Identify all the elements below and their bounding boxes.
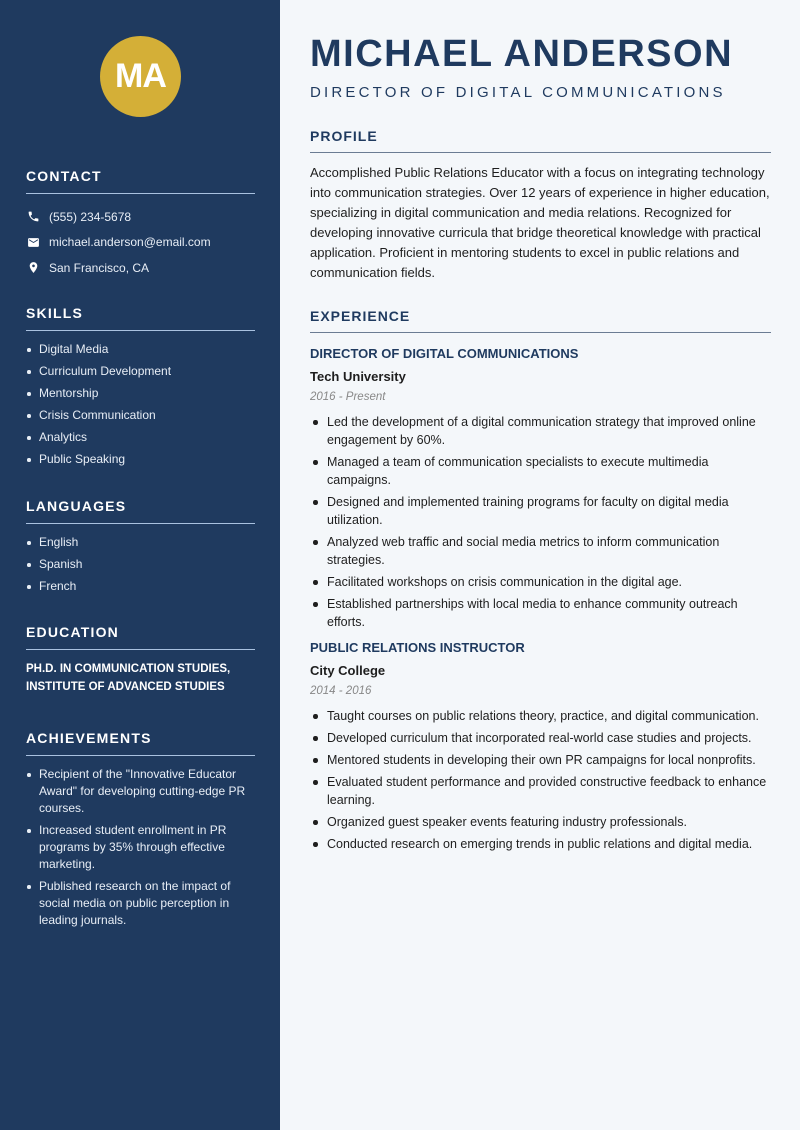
skill-item: Analytics	[26, 429, 255, 446]
experience-section	[310, 308, 771, 857]
achievements-list	[26, 766, 255, 929]
job-entry	[310, 345, 771, 631]
avatar	[100, 36, 181, 117]
contact-email	[26, 230, 255, 256]
job-bullet: Organized guest speaker events featuring industry professionals.	[310, 813, 771, 831]
contact-list	[26, 204, 255, 281]
job-bullet: Mentored students in developing their own PR campaigns for local nonprofits.	[310, 751, 771, 769]
job-bullet: Led the development of a digital communication strategy that improved online engagement by 60%.	[310, 413, 771, 449]
profile-text: Accomplished Public Relations Educator with a focus on integrating technology into communication strategies. Over 12 years of experience in higher education, specializing in digital communication and media relations. Recognized for developing innovative curricula that bridge theoretical knowledge with practical application. Proficient in mentoring students to excel in public relations and communication fields.	[310, 165, 770, 280]
achievements-section	[26, 730, 255, 934]
sidebar	[0, 0, 280, 1130]
job-bullet: Established partnerships with local media to enhance community outreach efforts.	[310, 595, 771, 631]
job-bullets	[310, 413, 771, 631]
job-dates: 2016 - Present	[310, 391, 386, 403]
job-bullet: Analyzed web traffic and social media metrics to inform communication strategies.	[310, 533, 771, 569]
contact-heading: CONTACT	[26, 168, 255, 194]
candidate-name: MICHAEL ANDERSON	[310, 33, 734, 75]
skills-list	[26, 341, 255, 468]
education-heading: EDUCATION	[26, 624, 255, 650]
language-item: French	[26, 578, 255, 595]
contact-section	[26, 168, 255, 281]
contact-phone	[26, 204, 255, 230]
job-bullet: Taught courses on public relations theory, practice, and digital communication.	[310, 707, 771, 725]
languages-section	[26, 498, 255, 600]
skills-heading: SKILLS	[26, 305, 255, 331]
avatar-initials: MA	[115, 57, 166, 95]
skill-item: Crisis Communication	[26, 407, 255, 424]
achievements-heading: ACHIEVEMENTS	[26, 730, 255, 756]
job-bullet: Designed and implemented training programs for faculty on digital media utilization.	[310, 493, 771, 529]
achievement-item: Published research on the impact of social media on public perception in leading journals.	[26, 878, 255, 929]
job-company: Tech University	[310, 369, 406, 384]
language-item: English	[26, 534, 255, 551]
languages-list	[26, 534, 255, 595]
skill-item: Curriculum Development	[26, 363, 255, 380]
contact-phone-text: (555) 234-5678	[49, 209, 132, 224]
job-entry	[310, 639, 771, 853]
job-bullet: Conducted research on emerging trends in public relations and digital media.	[310, 835, 771, 853]
experience-heading: EXPERIENCE	[310, 308, 771, 333]
job-company: City College	[310, 663, 386, 678]
education-degree: PH.D. IN COMMUNICATION STUDIES, INSTITUTE OF ADVANCED STUDIES	[26, 663, 231, 693]
education-section	[26, 624, 255, 696]
email-icon	[26, 235, 40, 249]
job-dates: 2014 - 2016	[310, 685, 372, 697]
achievement-item: Recipient of the "Innovative Educator Award" for developing cutting-edge PR courses.	[26, 766, 255, 817]
language-item: Spanish	[26, 556, 255, 573]
skill-item: Digital Media	[26, 341, 255, 358]
job-title: DIRECTOR OF DIGITAL COMMUNICATIONS	[310, 346, 579, 361]
job-bullet: Managed a team of communication specialists to execute multimedia campaigns.	[310, 453, 771, 489]
job-bullet: Facilitated workshops on crisis communication in the digital age.	[310, 573, 771, 591]
profile-section	[310, 128, 771, 283]
profile-heading: PROFILE	[310, 128, 771, 153]
phone-icon	[26, 210, 40, 224]
achievement-item: Increased student enrollment in PR programs by 35% through effective marketing.	[26, 822, 255, 873]
contact-location-text: San Francisco, CA	[49, 260, 150, 275]
contact-email-text[interactable]: michael.anderson@email.com	[49, 235, 211, 250]
job-title: PUBLIC RELATIONS INSTRUCTOR	[310, 640, 525, 655]
job-bullet: Evaluated student performance and provided constructive feedback to enhance learning.	[310, 773, 771, 809]
location-icon	[26, 261, 40, 275]
languages-heading: LANGUAGES	[26, 498, 255, 524]
contact-location	[26, 255, 255, 281]
candidate-title: DIRECTOR OF DIGITAL COMMUNICATIONS	[310, 84, 726, 101]
skill-item: Mentorship	[26, 385, 255, 402]
skill-item: Public Speaking	[26, 451, 255, 468]
job-bullet: Developed curriculum that incorporated real-world case studies and projects.	[310, 729, 771, 747]
job-bullets	[310, 707, 771, 853]
skills-section	[26, 305, 255, 473]
